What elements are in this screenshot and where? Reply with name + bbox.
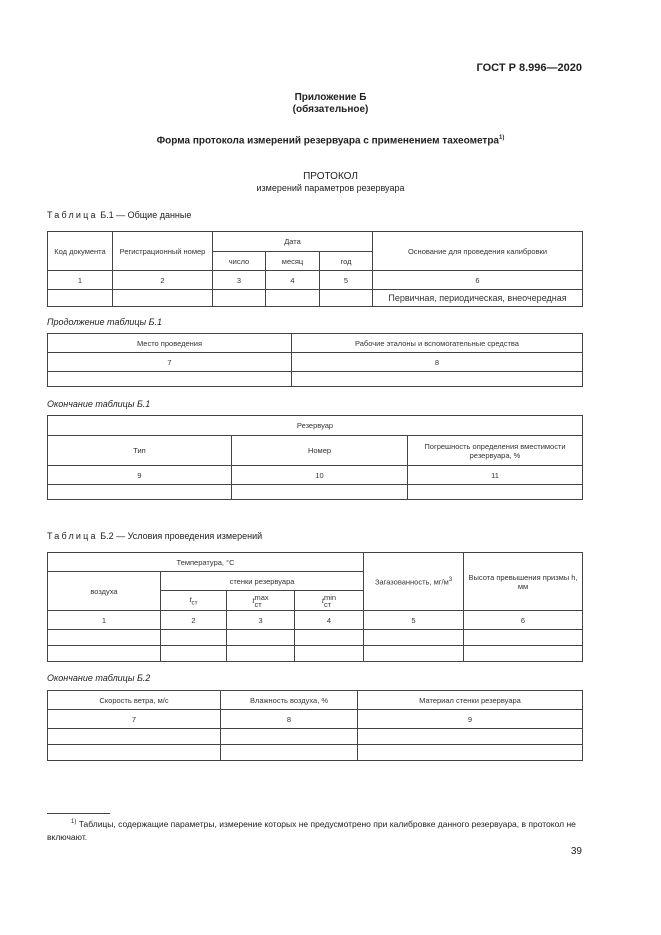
- table-b2-end-caption: Окончание таблицы Б.2: [47, 673, 151, 683]
- col-num: 7: [48, 353, 292, 372]
- col-num: 3: [227, 611, 295, 630]
- footnote-divider: [47, 813, 110, 814]
- cell-empty: [295, 646, 364, 662]
- standard-header: ГОСТ Р 8.996—2020: [476, 62, 582, 74]
- col-num: 2: [161, 611, 227, 630]
- cell-empty: [113, 290, 213, 307]
- col-num: 5: [320, 271, 373, 290]
- cell-empty: [464, 646, 583, 662]
- form-title: [0, 135, 661, 146]
- col-num: 9: [358, 710, 583, 729]
- appendix-subtitle: (обязательное): [292, 104, 369, 115]
- t-sub: ст: [254, 599, 262, 609]
- h-type: Тип: [48, 436, 232, 466]
- h-standards: Рабочие эталоны и вспомогательные средства: [292, 334, 583, 353]
- table-b1-caption: [47, 210, 191, 220]
- t-sup-max: max: [254, 592, 269, 602]
- table-b1: [47, 231, 583, 307]
- table-b1-cont-caption: Продолжение таблицы Б.1: [47, 317, 163, 327]
- col-num: 1: [48, 271, 113, 290]
- cell-empty: [221, 745, 358, 761]
- caption-rest: Б.1 — Общие данные: [97, 210, 192, 220]
- t-sub: ст: [324, 599, 332, 609]
- col-num: 10: [232, 466, 408, 485]
- h-day: число: [213, 252, 266, 271]
- cell-empty: [48, 485, 232, 500]
- caption-prefix: Таблица: [47, 531, 98, 541]
- page-number: 39: [570, 846, 582, 857]
- table-b1-cont: [47, 333, 583, 387]
- h-wind: Скорость ветра, м/с: [48, 691, 221, 710]
- h-date: Дата: [213, 232, 373, 252]
- cell-empty: [320, 290, 373, 307]
- col-num: 2: [113, 271, 213, 290]
- protocol-subtitle: измерений параметров резервуара: [256, 183, 405, 193]
- form-title-note: 1): [499, 135, 505, 141]
- protocol-title: ПРОТОКОЛ: [303, 171, 358, 182]
- col-num: 4: [295, 611, 364, 630]
- cell-empty: [364, 646, 464, 662]
- h-t-min: [295, 591, 364, 611]
- h-t-wall: [161, 591, 227, 611]
- h-walls: стенки резервуара: [161, 572, 364, 591]
- h-place: Место проведения: [48, 334, 292, 353]
- table-b2: [47, 552, 583, 662]
- cell-empty: [227, 646, 295, 662]
- footnote-text: Таблицы, содержащие параметры, измерение которых не предусмотрено при калибровке данного резервуара, в протокол не включают.: [47, 818, 576, 842]
- h-number: Номер: [232, 436, 408, 466]
- h-error: Погрешность определения вместимости резервуара, %: [408, 436, 583, 466]
- h-gas: [364, 553, 464, 611]
- col-num: 8: [292, 353, 583, 372]
- h-prism: Высота превышения призмы h, мм: [464, 553, 583, 611]
- col-num: 11: [408, 466, 583, 485]
- form-title-text: Форма протокола измерений резервуара с применением тахеометра: [156, 135, 499, 147]
- table-b2-end: [47, 690, 583, 761]
- cell-empty: [464, 630, 583, 646]
- cell-empty: [48, 729, 221, 745]
- h-material: Материал стенки резервуара: [358, 691, 583, 710]
- col-num: 7: [48, 710, 221, 729]
- t-sup-min: min: [324, 592, 337, 602]
- col-num: 4: [266, 271, 320, 290]
- cell-empty: [292, 372, 583, 387]
- t-symbol: t: [189, 594, 192, 604]
- cell-empty: [408, 485, 583, 500]
- col-num: 9: [48, 466, 232, 485]
- h-tank: Резервуар: [48, 416, 583, 436]
- cell-empty: [48, 290, 113, 307]
- cell-empty: [221, 729, 358, 745]
- cell-empty: [364, 630, 464, 646]
- h-humidity: Влажность воздуха, %: [221, 691, 358, 710]
- h-basis: Основание для проведения калибровки: [373, 232, 583, 271]
- table-b2-caption: [47, 531, 262, 541]
- h-air: воздуха: [48, 572, 161, 611]
- basis-value: Первичная, периодическая, внеочередная: [373, 290, 583, 307]
- cell-empty: [48, 745, 221, 761]
- cell-empty: [295, 630, 364, 646]
- h-gas-sup: 3: [448, 576, 453, 583]
- col-num: 5: [364, 611, 464, 630]
- appendix-title: Приложение Б: [294, 92, 367, 103]
- cell-empty: [48, 372, 292, 387]
- cell-empty: [48, 646, 161, 662]
- cell-empty: [358, 745, 583, 761]
- cell-empty: [161, 646, 227, 662]
- footnote-mark: 1): [71, 819, 77, 825]
- col-num: 8: [221, 710, 358, 729]
- h-temp: Температура, °С: [48, 553, 364, 572]
- cell-empty: [358, 729, 583, 745]
- footnote: [47, 816, 584, 844]
- caption-rest: Б.2 — Условия проведения измерений: [97, 531, 263, 541]
- col-num: 1: [48, 611, 161, 630]
- cell-empty: [227, 630, 295, 646]
- h-month: месяц: [266, 252, 320, 271]
- h-reg: Регистрационный номер: [113, 232, 213, 271]
- col-num: 3: [213, 271, 266, 290]
- col-num: 6: [464, 611, 583, 630]
- h-gas-text: Загазованность, мг/м: [374, 577, 449, 587]
- cell-empty: [48, 630, 161, 646]
- h-t-max: [227, 591, 295, 611]
- table-b1-end-caption: Окончание таблицы Б.1: [47, 399, 151, 409]
- caption-prefix: Таблица: [47, 210, 98, 220]
- t-symbol: t: [252, 595, 255, 605]
- cell-empty: [266, 290, 320, 307]
- h-year: год: [320, 252, 373, 271]
- cell-empty: [213, 290, 266, 307]
- col-num: 6: [373, 271, 583, 290]
- cell-empty: [232, 485, 408, 500]
- t-sub: ст: [191, 599, 198, 607]
- h-code: Код документа: [48, 232, 113, 271]
- t-symbol: t: [321, 595, 324, 605]
- cell-empty: [161, 630, 227, 646]
- table-b1-end: [47, 415, 583, 500]
